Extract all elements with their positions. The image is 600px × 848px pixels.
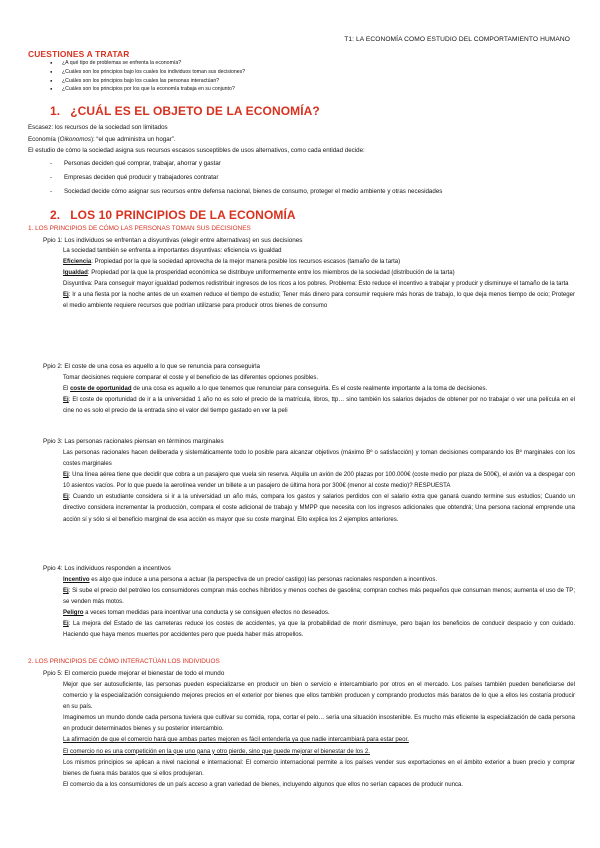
principle-3-title: Ppio 3: Las personas racionales piensan en términos marginales [43,438,224,445]
cuestiones-item: ● ¿A qué tipo de problemas se enfrenta la economía? [50,59,245,68]
principle-4-title: Ppio 4: Los individuos responden a incentivos [43,565,171,572]
cuestiones-list [50,59,245,94]
principle-2-body: Tomar decisiones requiere comparar el coste y el beneficio de las diferentes opciones posibles. El coste de oportunidad de una cosa es aquello a lo que tenemos que renunciar para conseguirla. Es el coste realmente importante a la toma de decisiones. Ej: El coste de oportunidad de ir a la universidad 1 año no es solo el precio de la matrícula, libros, ttp… sino también los salarios dejados de obtener por no trabajar o ver una película en el cine no es solo el precio de la entrada sino el valor del tiempo gastado en ver la peli [63,375,575,415]
principle-4-body: Incentivo es algo que induce a una persona a actuar (la perspectiva de un precio/ castigo) las personas racionales responden a incentivos. Ej: Si sube el precio del petróleo los consumidores compran más coches híbridos y menos coches de gasolina; compran coches más pequeños que consuman menos; aumenta el uso de TP; se venden más motos. Peligro a veces toman medidas para incentivar una conducta y se consiguen efectos no deseados. Ej: La mejora del Estado de las carreteras reduce los costes de accidentes, ya que la probabilidad de morir disminuye, pero bajan los beneficios de conducir despacio y con cuidado. Haciendo que haya menos muertes por accidentes pero que pueda haber más atropellos. [63,577,575,639]
principle-3-body: Las personas racionales hacen deliberada y sistemáticamente todo lo posible para alcanzar objetivos (máximo Bº o satisfacción) y toman decisiones comparando los Bº marginales con los costes marginales Ej: Una línea aérea tiene que decidir que cobra a un pasajero que vuela sin reserva. Alquila un avión de 200 plazas por 100.000€ (coste medio por plaza de 500€), el avión va a despegar con 10 asientos vacíos. Por lo que puede la aerolínea vender un billete a un pasajero de última hora por 300€ (menor al coste medio)? RESPUESTA Ej: Cuando un estudiante considera si ir a la universidad un año más, compara los gastos y salarios perdidos con el salario extra que ganará cuando termine sus estudios; Cuando un directivo considera incrementar la producción, compara el coste adicional de trabajo y MMPP que necesita con los ingresos adicionales que obtendrá; Una persona racional emprende una acción sí y sólo si el beneficio marginal de esa acción es mayor que su coste marginal. Ello explica los 2 ejemplos anteriores. [63,450,575,523]
cuestiones-title: CUESTIONES A TRATAR [28,49,130,59]
section1-number: 1. [50,104,61,118]
section2-number: 2. [50,208,61,222]
economia-definition: Economía (Oikonomos): “el que administra un hogar”. [28,136,176,143]
principle-2-title: Ppio 2: El coste de una cosa es aquello a lo que se renuncia para conseguirla [43,363,261,370]
principle-5-body: Mejor que ser autosuficiente, las personas pueden especializarse en producir un bien o servicio e intercambiarlo por otros en el mercado. Los países también pueden beneficiarse del comercio y la especialización consiguiendo mejores precios en el exterior por bienes que ellos también producen y comprando productos más baratos de lo que a ellos les costaría producir en su país. Imaginemos un mundo donde cada persona tuviera que cultivar su comida, ropa, cortar el pelo… sería una situación insostenible. Es mucho más eficiente la especialización de cada persona en producir determinados bienes y su posterior intercambio. La afirmación de que el comercio hará que ambas partes mejoren es fácil entenderla ya que nadie intercambiará para estar peor. El comercio no es una competición en la que uno gana y otro pierde, sino que puede mejorar el bienestar de los 2. Los mismos principios se aplican a nivel nacional e internacional: El comercio internacional permite a los países vender sus exportaciones en el ámbito exterior a buen precio y comprar bienes de fuera más baratos que si ellos produjeran. El comercio da a los consumidores de un país acceso a gran variedad de bienes, incluyendo algunos que ellos no serían capaces de producir nunca. [63,682,575,788]
cuestiones-item: ● ¿Cuáles son los principios bajo los cuales las personas interactúan? [50,77,245,86]
page-header-title: T1: LA ECONOMÍA COMO ESTUDIO DEL COMPORTAMIENTO HUMANO [344,36,570,43]
principle-1-body: La sociedad también se enfrenta a importantes disyuntivas: eficiencia vs igualdad Eficiencia: Propiedad por la que la sociedad aprovecha de la mejor manera posible los recursos escasos (tamaño de la tarta) Igualdad: Propiedad por la que la prosperidad económica se distribuye uniformemente entre los miembros de la sociedad (distribución de la tarta) Disyuntiva: Para conseguir mayor igualdad podemos redistribuir ingresos de los ricos a los pobres. Problema: Esto reduce el incentivo a trabajar y producir y disminuye el tamaño de la tarta Ej: Ir a una fiesta por la noche antes de un examen reduce el tiempo de estudio; Tener más dinero para consumir requiere más horas de trabajo, lo que deja menos tiempo de ocio; Proteger el medio ambiente requiere recursos que podrían utilizarse para producir otros bienes de consumo [63,248,575,310]
section1-title: ¿CUÁL ES EL OBJETO DE LA ECONOMÍA? [70,104,320,118]
section1-heading [50,104,320,118]
principle-5-title: Ppio 5: El comercio puede mejorar el bienestar de todo el mundo [43,670,225,677]
section2-title: LOS 10 PRINCIPIOS DE LA ECONOMÍA [70,208,296,222]
cuestiones-item: ● ¿Cuáles son los principios por los que la economía trabaja en su conjunto? [50,85,245,94]
section2-heading [50,208,296,222]
principle-1-title: Ppio 1: Los individuos se enfrentan a disyuntivas (elegir entre alternativas) en sus decisiones [43,237,303,244]
subsection-title: 1. LOS PRINCIPIOS DE CÓMO LAS PERSONAS TOMAN SUS DECISIONES [28,225,251,232]
escasez-text: Escasez: los recursos de la sociedad son limitados [28,124,168,131]
cuestiones-item: ● ¿Cuáles son los principios bajo los cuales los individuos toman sus decisiones? [50,68,245,77]
document-page: T1: LA ECONOMÍA COMO ESTUDIO DEL COMPORTAMIENTO HUMANO CUESTIONES A TRATAR ● ¿A qué tipo de problemas se enfrenta la economía? ● ¿Cuáles son los principios bajo los cuales los individuos toman sus decisiones? ● ¿Cuáles son los principios bajo los cuales las personas interactúan? ● ¿Cuáles son los principios por los que la economía trabaja en su conjunto? 1. ¿CUÁL ES EL OBJETO DE LA ECONOMÍA? Escasez: los recursos de la sociedad son limitados Economía (Oikonomos): “el que administra un hogar”. El estudio de cómo la sociedad asigna sus recursos escasos susceptibles de usos alternativos, como cada entidad decide: - Personas deciden qué comprar, trabajar, ahorrar y gastar - Empresas deciden qué producir y trabajadores contratar - Sociedad decide cómo asignar sus recursos entre defensa nacional, bienes de consumo, proteger el medio ambiente y otras necesidades 2. LOS 10 PRINCIPIOS DE LA ECONOMÍA 1. LOS PRINCIPIOS DE CÓMO LAS PERSONAS TOMAN SUS DECISIONES Ppio 1: Los individuos se enfrentan a disyuntivas (elegir entre alternativas) en sus decisiones La sociedad también se enfrenta a importantes disyuntivas: eficiencia vs igualdad Eficiencia: Propiedad por la que la sociedad aprovecha de la mejor manera posible los recursos escasos (tamaño de la tarta) Igualdad: Propiedad por la que la prosperidad económica se distribuye uniformemente entre los miembros de la sociedad (distribución de la tarta) Disyuntiva: Para conseguir mayor igualdad podemos redistribuir ingresos de los ricos a los pobres. Problema: Esto reduce el incentivo a trabajar y producir y disminuye el tamaño de la tarta Ej: Ir a una fiesta por la noche antes de un examen reduce el tiempo de estudio; Tener más dinero para consumir requiere más horas de trabajo, lo que deja menos tiempo de ocio; Proteger el medio ambiente requiere recursos que podrían utilizarse para producir otros bienes de consumo Ppio 2: El coste de una cosa es aquello a lo que se renuncia para conseguirla Tomar decisiones requiere comparar el coste y el beneficio de las diferentes opciones posibles. El coste de oportunidad de una cosa es aquello a lo que tenemos que renunciar para conseguirla. Es el coste realmente importante a la toma de decisiones. Ej: El coste de oportunidad de ir a la universidad 1 año no es solo el precio de la matrícula, libros, ttp… sino también los salarios dejados de obtener por no trabajar o ver una película en el cine no es solo el precio de la entrada sino el valor del tiempo gastado en ver la peli Ppio 3: Las personas racionales piensan en términos marginales Las personas racionales hacen deliberada y sistemáticamente todo lo posible para alcanzar objetivos (máximo Bº o satisfacción) y toman decisiones comparando los Bº marginales con los costes marginales Ej: Una línea aérea tiene que decidir que cobra a un pasajero que vuela sin reserva. Alquila un avión de 200 plazas por 100.000€ (coste medio por plaza de 500€), el avión va a despegar con 10 asientos vacíos. Por lo que puede la aerolínea vender un billete a un pasajero de última hora por 300€ (menor al coste medio)? RESPUESTA Ej: Cuando un estudiante considera si ir a la universidad un año más, compara los gastos y salarios perdidos con el salario extra que ganará cuando termine sus estudios; Cuando un directivo considera incrementar la producción, compara el coste adicional de trabajo y MMPP que necesita con los ingresos adicionales que obtendrá; Una persona racional emprende una acción sí y sólo si el beneficio marginal de esa acción es mayor que su coste marginal. Ello explica los 2 ejemplos anteriores. Ppio 4: Los individuos responden a incentivos Incentivo es algo que induce a una persona a actuar (la perspectiva de un precio/ castigo) las personas racionales responden a incentivos. Ej: Si sube el precio del petróleo los consumidores compran más coches híbridos y menos coches de gasolina; compran coches más pequeños que consuman menos; aumenta el uso de TP; se venden más motos. Peligro a veces toman medidas para incentivar una conducta y se consiguen efectos no deseados. Ej: La mejora del Estado de las carreteras reduce los costes de accidentes, ya que la probabilidad de morir disminuye, pero bajan los beneficios de conducir despacio y con cuidado. Haciendo que haya menos muertes por accidentes pero que pueda haber más atropellos. 2. LOS PRINCIPIOS DE CÓMO INTERACTÚAN LOS INDIVIDUOS Ppio 5: El comercio puede mejorar el bienestar de todo el mundo Mejor que ser autosuficiente, las personas pueden especializarse en producir un bien o servicio e intercambiarlo por otros en el mercado. Los países también pueden beneficiarse del comercio y la especialización consiguiendo mejores precios en el exterior por bienes que ellos también producen y comprando productos más baratos de lo que a ellos les costaría producir en su país. Imaginemos un mundo donde cada persona tuviera que cultivar su comida, ropa, cortar el pelo… sería una situación insostenible. Es mucho más eficiente la especialización de cada persona en producir determinados bienes y su posterior intercambio. La afirmación de que el comercio hará que ambas partes mejoren es fácil entenderla ya que nadie intercambiará para estar peor. El comercio no es una competición en la que uno gana y otro pierde, sino que puede mejorar el bienestar de los 2. Los mismos principios se aplican a nivel nacional e internacional: El comercio internacional permite a los países vender sus exportaciones en el ámbito exterior a buen precio y comprar bienes de fuera más baratos que si ellos produjeran. El comercio da a los consumidores de un país acceso a gran variedad de bienes, incluyendo algunos que ellos no serían capaces de producir nunca. [0,0,600,848]
subsection-title: 2. LOS PRINCIPIOS DE CÓMO INTERACTÚAN LOS INDIVIDUOS [28,658,220,665]
estudio-text: El estudio de cómo la sociedad asigna sus recursos escasos susceptibles de usos alternativos, como cada entidad decide: [28,147,365,154]
